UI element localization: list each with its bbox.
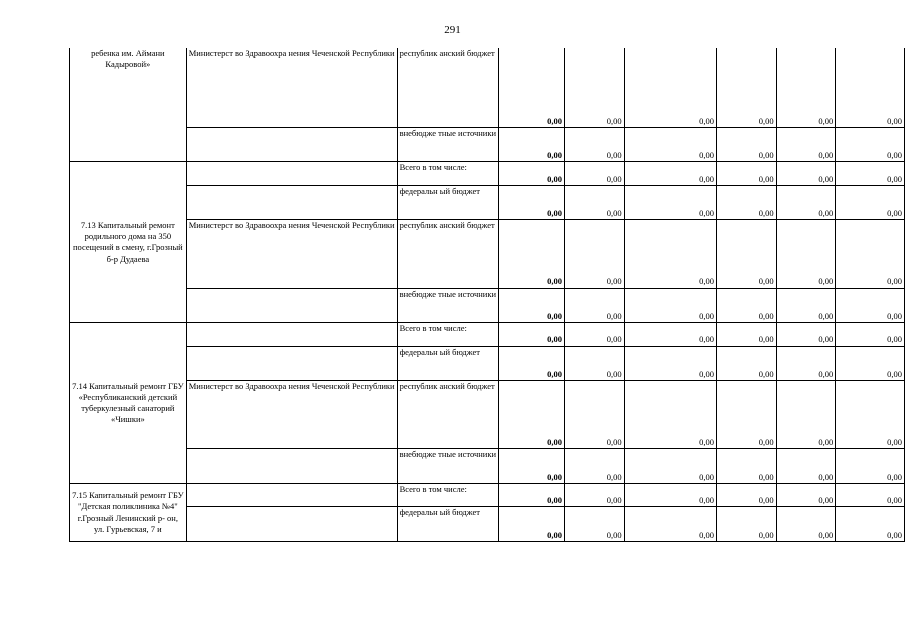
- funding-source-cell: внебюдже тные источники: [397, 127, 498, 162]
- funding-source-cell: Всего в том числе:: [397, 323, 498, 346]
- executor-cell: [186, 127, 397, 162]
- funding-source-cell: внебюдже тные источники: [397, 449, 498, 484]
- executor-cell: Министерст во Здравоохра нения Чеченской Республики: [186, 381, 397, 449]
- year-value-cell: 0,00: [716, 127, 776, 162]
- year-value-cell: 0,00: [836, 346, 905, 381]
- year-value-cell: 0,00: [564, 162, 624, 185]
- budget-table: [69, 48, 905, 542]
- year-value-cell: 0,00: [564, 323, 624, 346]
- year-value-cell: 0,00: [564, 220, 624, 288]
- year-value-cell: 0,00: [716, 220, 776, 288]
- year-value-cell: 0,00: [564, 346, 624, 381]
- year-value-cell: 0,00: [716, 288, 776, 323]
- year-value-cell: 0,00: [776, 162, 836, 185]
- year-value-cell: 0,00: [716, 484, 776, 507]
- year-value-cell: 0,00: [836, 484, 905, 507]
- year-value-cell: 0,00: [564, 507, 624, 542]
- total-value-cell: 0,00: [499, 484, 565, 507]
- table-row: [70, 323, 905, 346]
- year-value-cell: 0,00: [624, 288, 716, 323]
- table-row: [70, 507, 905, 542]
- year-value-cell: 0,00: [836, 48, 905, 127]
- year-value-cell: 0,00: [776, 185, 836, 220]
- year-value-cell: 0,00: [624, 323, 716, 346]
- table-row: [70, 484, 905, 507]
- executor-cell: Министерст во Здравоохра нения Чеченской Республики: [186, 220, 397, 288]
- year-value-cell: 0,00: [564, 288, 624, 323]
- total-value-cell: 0,00: [499, 449, 565, 484]
- table-row: [70, 48, 905, 127]
- year-value-cell: 0,00: [564, 449, 624, 484]
- year-value-cell: 0,00: [836, 127, 905, 162]
- executor-cell: [186, 449, 397, 484]
- funding-source-cell: федеральн ый бюджет: [397, 507, 498, 542]
- year-value-cell: 0,00: [776, 346, 836, 381]
- event-name-cell: 7.13 Капитальный ремонт родильного дома на 350 посещений в смену, г.Грозный б-р Дудаева: [70, 162, 187, 323]
- year-value-cell: 0,00: [776, 381, 836, 449]
- year-value-cell: 0,00: [624, 220, 716, 288]
- event-name-cell: ребенка им. Аймани Кадыровой»: [70, 48, 187, 162]
- total-value-cell: 0,00: [499, 507, 565, 542]
- year-value-cell: 0,00: [624, 185, 716, 220]
- year-value-cell: 0,00: [564, 127, 624, 162]
- year-value-cell: 0,00: [716, 185, 776, 220]
- table-row: [70, 288, 905, 323]
- event-name-cell: 7.14 Капитальный ремонт ГБУ «Республиканский детский туберкулезный санаторий «Чишки»: [70, 323, 187, 484]
- year-value-cell: 0,00: [564, 48, 624, 127]
- table-row: [70, 381, 905, 449]
- year-value-cell: 0,00: [624, 484, 716, 507]
- year-value-cell: 0,00: [624, 48, 716, 127]
- total-value-cell: 0,00: [499, 288, 565, 323]
- event-name-cell: 7.15 Капитальный ремонт ГБУ "Детская поликлиника №4" г.Грозный Ленинский р- он, ул. Гурьевская, 7 и: [70, 484, 187, 542]
- executor-cell: [186, 162, 397, 185]
- year-value-cell: 0,00: [564, 484, 624, 507]
- funding-source-cell: федеральн ый бюджет: [397, 185, 498, 220]
- year-value-cell: 0,00: [776, 507, 836, 542]
- table-row: [70, 346, 905, 381]
- year-value-cell: 0,00: [564, 185, 624, 220]
- total-value-cell: 0,00: [499, 381, 565, 449]
- executor-cell: [186, 484, 397, 507]
- year-value-cell: 0,00: [836, 381, 905, 449]
- funding-source-cell: республик анский бюджет: [397, 220, 498, 288]
- year-value-cell: 0,00: [776, 484, 836, 507]
- year-value-cell: 0,00: [776, 220, 836, 288]
- year-value-cell: 0,00: [776, 127, 836, 162]
- year-value-cell: 0,00: [716, 507, 776, 542]
- total-value-cell: 0,00: [499, 127, 565, 162]
- table-row: [70, 127, 905, 162]
- funding-source-cell: республик анский бюджет: [397, 381, 498, 449]
- year-value-cell: 0,00: [716, 449, 776, 484]
- year-value-cell: 0,00: [776, 48, 836, 127]
- total-value-cell: 0,00: [499, 185, 565, 220]
- total-value-cell: 0,00: [499, 346, 565, 381]
- year-value-cell: 0,00: [776, 323, 836, 346]
- year-value-cell: 0,00: [836, 162, 905, 185]
- year-value-cell: 0,00: [836, 288, 905, 323]
- year-value-cell: 0,00: [716, 323, 776, 346]
- year-value-cell: 0,00: [716, 381, 776, 449]
- year-value-cell: 0,00: [836, 220, 905, 288]
- year-value-cell: 0,00: [716, 48, 776, 127]
- year-value-cell: 0,00: [836, 323, 905, 346]
- funding-source-cell: Всего в том числе:: [397, 162, 498, 185]
- funding-source-cell: внебюдже тные источники: [397, 288, 498, 323]
- executor-cell: [186, 288, 397, 323]
- table-row: [70, 220, 905, 288]
- year-value-cell: 0,00: [624, 346, 716, 381]
- year-value-cell: 0,00: [624, 449, 716, 484]
- year-value-cell: 0,00: [776, 288, 836, 323]
- year-value-cell: 0,00: [624, 127, 716, 162]
- year-value-cell: 0,00: [624, 162, 716, 185]
- executor-cell: [186, 346, 397, 381]
- year-value-cell: 0,00: [836, 185, 905, 220]
- executor-cell: Министерст во Здравоохра нения Чеченской Республики: [186, 48, 397, 127]
- page-number: 291: [444, 24, 461, 36]
- table-row: [70, 185, 905, 220]
- funding-source-cell: Всего в том числе:: [397, 484, 498, 507]
- year-value-cell: 0,00: [716, 162, 776, 185]
- year-value-cell: 0,00: [836, 449, 905, 484]
- funding-source-cell: республик анский бюджет: [397, 48, 498, 127]
- executor-cell: [186, 185, 397, 220]
- year-value-cell: 0,00: [564, 381, 624, 449]
- table-row: [70, 162, 905, 185]
- total-value-cell: 0,00: [499, 220, 565, 288]
- year-value-cell: 0,00: [716, 346, 776, 381]
- executor-cell: [186, 507, 397, 542]
- total-value-cell: 0,00: [499, 323, 565, 346]
- year-value-cell: 0,00: [776, 449, 836, 484]
- total-value-cell: 0,00: [499, 48, 565, 127]
- executor-cell: [186, 323, 397, 346]
- funding-source-cell: федеральн ый бюджет: [397, 346, 498, 381]
- year-value-cell: 0,00: [836, 507, 905, 542]
- table-row: [70, 449, 905, 484]
- total-value-cell: 0,00: [499, 162, 565, 185]
- year-value-cell: 0,00: [624, 507, 716, 542]
- year-value-cell: 0,00: [624, 381, 716, 449]
